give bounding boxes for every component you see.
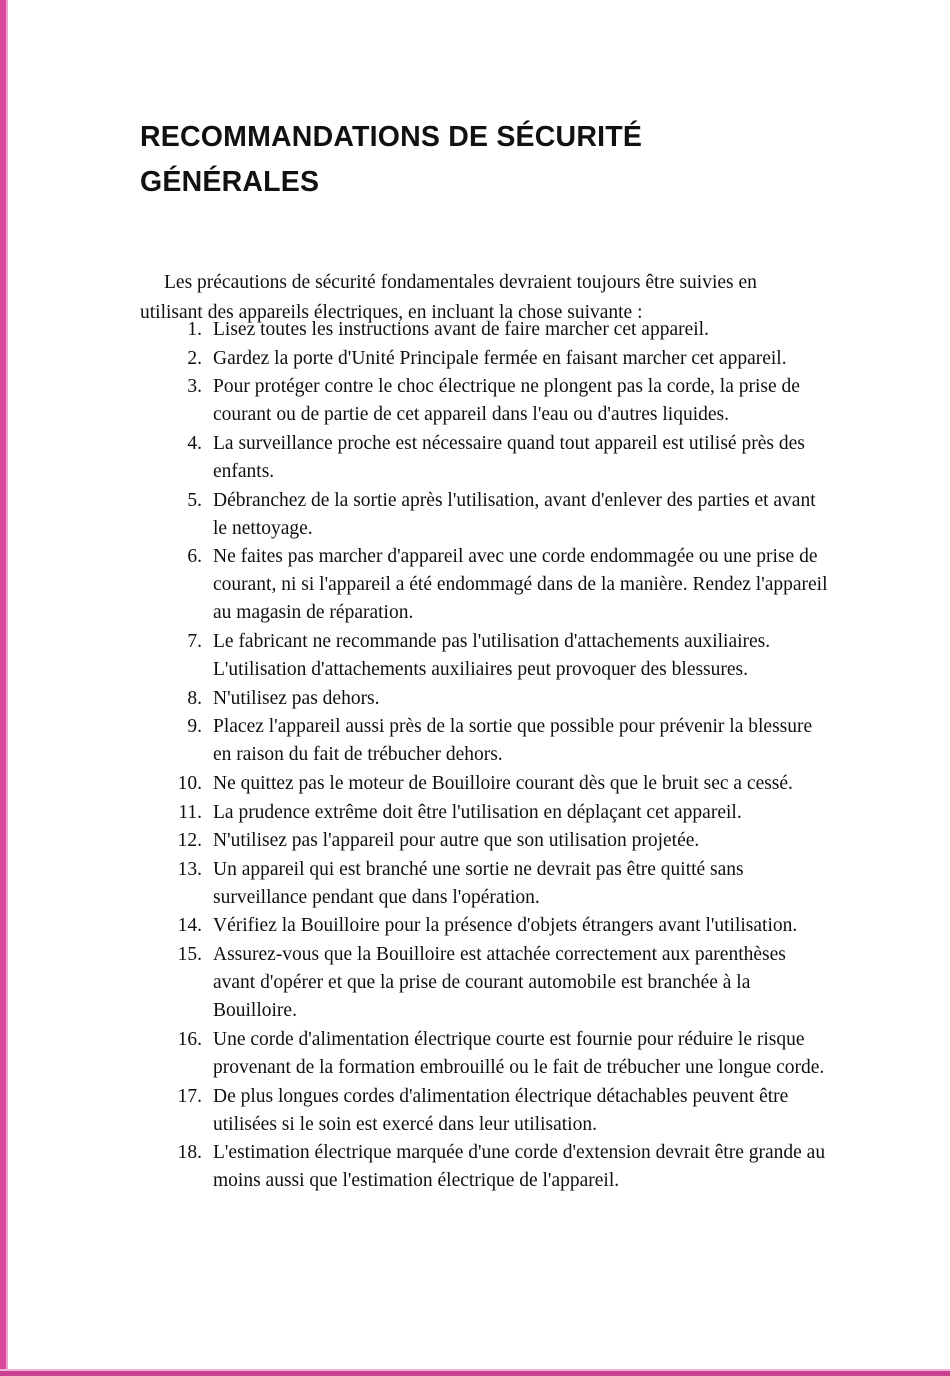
list-item: Placez l'appareil aussi près de la sortie que possible pour prévenir la blessure en raison du fait de trébucher dehors.	[213, 716, 813, 766]
list-item: Lisez toutes les instructions avant de faire marcher cet appareil.	[213, 319, 709, 340]
page-title-line-2: GÉNÉRALES	[140, 166, 320, 199]
list-item: Gardez la porte d'Unité Principale fermée en faisant marcher cet appareil.	[213, 347, 787, 369]
list-item: Pour protéger contre le choc électrique ne plongent pas la corde, la prise de courant ou de partie de cet appareil dans l'eau ou d'autres liquides.	[213, 376, 800, 426]
intro-paragraph: Les précautions de sécurité fondamentales devraient toujours être suivies en utilisant des appareils électriques, en incluant la chose suivante :	[140, 271, 757, 323]
list-item: N'utilisez pas l'appareil pour autre que son utilisation projetée.	[213, 830, 700, 852]
list-item: Un appareil qui est branché une sortie ne devrait pas être quitté sans surveillance pendant que dans l'opération.	[213, 858, 744, 908]
list-item: Débranchez de la sortie après l'utilisation, avant d'enlever des parties et avant le nettoyage.	[213, 489, 816, 539]
safety-rules-list	[168, 316, 828, 1195]
list-item: La surveillance proche est nécessaire quand tout appareil est utilisé près des enfants.	[213, 432, 805, 482]
list-item: Vérifiez la Bouilloire pour la présence d'objets étrangers avant l'utilisation.	[213, 915, 798, 937]
safety-rules-list-container	[168, 316, 828, 1196]
list-item: N'utilisez pas dehors.	[213, 687, 380, 709]
list-item: Assurez-vous que la Bouilloire est attachée correctement aux parenthèses avant d'opérer et que la prise de courant automobile est branchée à la Bouilloire.	[213, 944, 786, 1022]
list-item: Ne quittez pas le moteur de Bouilloire courant dès que le bruit sec a cessé.	[213, 773, 793, 794]
list-item: Ne faites pas marcher d'appareil avec une corde endommagée ou une prise de courant, ni si l'appareil a été endommagé dans de la manière. Rendez l'appareil au magasin de réparation.	[213, 546, 828, 624]
page-title	[140, 115, 800, 205]
list-item: Le fabricant ne recommande pas l'utilisation d'attachements auxiliaires. L'utilisation d'attachements auxiliaires peut provoquer des blessures.	[213, 631, 771, 681]
page-left-edge-decoration-inner	[6, 0, 8, 1376]
list-item: L'estimation électrique marquée d'une corde d'extension devrait être grande au moins aussi que l'estimation électrique de l'appareil.	[213, 1142, 826, 1192]
list-item: Une corde d'alimentation électrique courte est fournie pour réduire le risque provenant de la formation embrouillé ou le fait de trébucher une longue corde.	[213, 1028, 825, 1078]
list-item: De plus longues cordes d'alimentation électrique détachables peuvent être utilisées si le soin est exercé dans leur utilisation.	[213, 1085, 789, 1135]
list-item: La prudence extrême doit être l'utilisation en déplaçant cet appareil.	[213, 801, 742, 823]
page-title-line-1: RECOMMANDATIONS DE SÉCURITÉ	[140, 121, 643, 154]
page-bottom-edge-decoration	[0, 1371, 950, 1376]
